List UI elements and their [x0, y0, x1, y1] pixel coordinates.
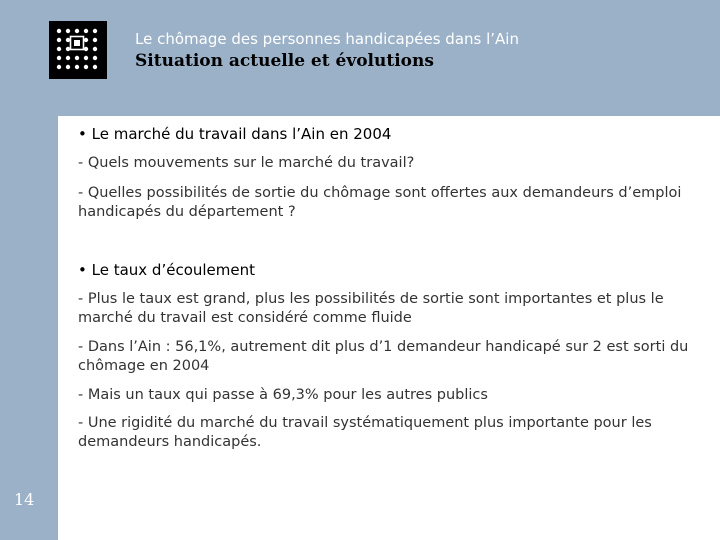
list-item: - Dans l’Ain : 56,1%, autrement dit plus d’1 demandeur handicapé sur 2 est sorti du chômage en 2004 [78, 339, 689, 374]
slide-title: Situation actuelle et évolutions [135, 51, 434, 71]
slide-subtitle: Le chômage des personnes handicapées dans l’Ain [135, 30, 519, 48]
page-number: 14 [14, 490, 35, 509]
list-item: - Une rigidité du marché du travail systématiquement plus importante pour les demandeurs handicapés. [78, 415, 652, 450]
content-panel [58, 116, 720, 540]
section-heading-market: • Le marché du travail dans l’Ain en 2004 [78, 125, 392, 143]
list-item: - Quels mouvements sur le marché du travail? [78, 155, 415, 171]
list-item: - Plus le taux est grand, plus les possibilités de sortie sont importantes et plus le marché du travail est considéré comme fluide [78, 291, 664, 326]
section-heading-rate: • Le taux d’écoulement [78, 261, 256, 279]
list-item: - Quelles possibilités de sortie du chômage sont offertes aux demandeurs d’emploi handicapés du département ? [78, 185, 682, 220]
logo-dot-grid-icon [49, 21, 107, 79]
list-item: - Mais un taux qui passe à 69,3% pour les autres publics [78, 387, 488, 403]
